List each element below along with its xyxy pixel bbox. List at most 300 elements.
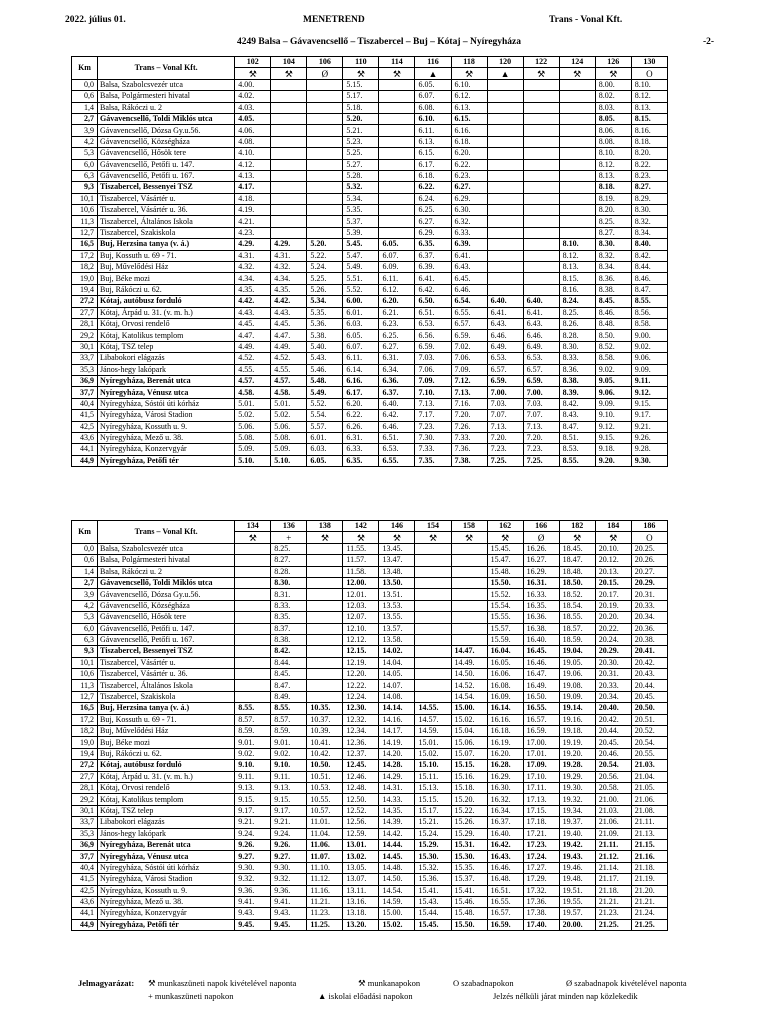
departure-time: 16.06. [487, 669, 523, 680]
departure-time: 6.22. [415, 182, 451, 193]
stop-km: 44,9 [72, 455, 98, 466]
departure-time: 5.02. [271, 410, 307, 421]
stop-km: 3,9 [72, 589, 98, 600]
departure-time: 9.02. [271, 748, 307, 759]
departure-time [307, 113, 343, 124]
departure-time: 9.45. [271, 919, 307, 930]
departure-time [415, 634, 451, 645]
departure-time: 8.55. [271, 703, 307, 714]
departure-time: 11.57. [343, 555, 379, 566]
departure-time [559, 216, 595, 227]
run-number: 138 [307, 521, 343, 532]
departure-time: 5.02. [235, 410, 271, 421]
departure-time: 14.19. [379, 737, 415, 748]
departure-time [451, 577, 487, 588]
departure-time [307, 612, 343, 623]
legend-item: O szabadnapokon [453, 978, 514, 988]
departure-time: 6.59. [415, 341, 451, 352]
departure-time [559, 227, 595, 238]
departure-time: 6.05. [379, 239, 415, 250]
departure-time: 15.18. [451, 782, 487, 793]
legend-item: ⚒ munkanapokon [358, 978, 421, 988]
departure-time: 4.47. [235, 330, 271, 341]
departure-time: 21.21. [631, 896, 667, 907]
departure-time [487, 125, 523, 136]
table-row [72, 839, 668, 850]
departure-time [523, 273, 559, 284]
departure-time: 15.30. [451, 851, 487, 862]
departure-time: 8.58. [595, 353, 631, 364]
departure-time: 8.18. [631, 136, 667, 147]
header-operator: Trans - Vonal Kft. [549, 15, 623, 25]
departure-time: 17.00. [523, 737, 559, 748]
departure-time: 9.21. [631, 421, 667, 432]
departure-time: 8.30. [631, 205, 667, 216]
stop-name: Buj, Rákóczi u. 62. [98, 284, 235, 295]
stop-km: 36,9 [72, 375, 98, 386]
departure-time: 6.40. [487, 296, 523, 307]
departure-time [523, 227, 559, 238]
departure-time: 7.16. [451, 398, 487, 409]
departure-time: 13.16. [343, 896, 379, 907]
departure-time: 8.25. [559, 307, 595, 318]
stop-name: Buj, Rákóczi u. 62. [98, 748, 235, 759]
departure-time: 14.49. [451, 657, 487, 668]
departure-time: 8.55. [631, 296, 667, 307]
departure-time: 7.02. [451, 341, 487, 352]
departure-time: 9.43. [271, 908, 307, 919]
stop-km: 29,2 [72, 330, 98, 341]
stop-km: 40,4 [72, 398, 98, 409]
departure-time: 6.22. [343, 410, 379, 421]
run-symbol: ⚒ [451, 532, 487, 543]
stop-name: Tiszabercel, Vásártér u. [98, 193, 235, 204]
departure-time [307, 170, 343, 181]
departure-time: 6.46. [451, 284, 487, 295]
header-title: MENETREND [303, 15, 365, 25]
departure-time: 11.21. [307, 896, 343, 907]
departure-time: 15.02. [451, 714, 487, 725]
departure-time [235, 577, 271, 588]
departure-time: 6.56. [415, 330, 451, 341]
departure-time: 20.20. [595, 612, 631, 623]
stop-km: 41,5 [72, 410, 98, 421]
departure-time: 6.59. [523, 375, 559, 386]
departure-time: 4.12. [235, 159, 271, 170]
departure-time: 8.45. [595, 296, 631, 307]
departure-time: 15.54. [487, 600, 523, 611]
departure-time: 18.50. [559, 577, 595, 588]
departure-time: 14.50. [451, 669, 487, 680]
departure-time: 20.55. [631, 748, 667, 759]
departure-time: 16.34. [487, 805, 523, 816]
departure-time: 6.31. [379, 353, 415, 364]
stop-name: Nyíregyháza, Sóstói úti kórház [98, 398, 235, 409]
stop-name: Nyíregyháza, Mező u. 38. [98, 432, 235, 443]
departure-time: 16.19. [487, 737, 523, 748]
stop-name: Tiszabercel, Bessenyei TSZ [98, 182, 235, 193]
departure-time: 14.47. [451, 646, 487, 657]
stop-km: 10,1 [72, 657, 98, 668]
departure-time: 19.51. [559, 885, 595, 896]
departure-time: 14.39. [379, 817, 415, 828]
stop-km: 10,1 [72, 193, 98, 204]
departure-time: 16.50. [523, 691, 559, 702]
departure-time: 8.33. [271, 600, 307, 611]
departure-time: 17.01. [523, 748, 559, 759]
departure-time: 14.55. [415, 703, 451, 714]
departure-time: 14.59. [379, 896, 415, 907]
departure-time: 4.29. [235, 239, 271, 250]
departure-time: 21.03. [631, 760, 667, 771]
departure-time: 9.24. [235, 828, 271, 839]
table-row [72, 703, 668, 714]
departure-time: 7.20. [451, 410, 487, 421]
stop-km: 37,7 [72, 387, 98, 398]
departure-time: 8.42. [631, 250, 667, 261]
departure-time [451, 634, 487, 645]
departure-time: 4.35. [271, 284, 307, 295]
legend-item: Ø szabadnapok kivételével naponta [566, 978, 687, 988]
departure-time: 8.13. [559, 262, 595, 273]
departure-time: 5.52. [307, 398, 343, 409]
departure-time: 7.03. [415, 353, 451, 364]
stop-km: 19,0 [72, 273, 98, 284]
departure-time: 12.24. [343, 691, 379, 702]
stop-name: Balsa, Szabolcsvezér utca [98, 79, 235, 90]
departure-time: 9.17. [235, 805, 271, 816]
departure-time: 15.06. [451, 737, 487, 748]
departure-time [235, 669, 271, 680]
stop-name: Gávavencsellő, Toldi Miklós utca [98, 577, 235, 588]
departure-time: 17.27. [523, 862, 559, 873]
departure-time [451, 600, 487, 611]
departure-time: 8.30. [559, 341, 595, 352]
departure-time: 8.02. [595, 91, 631, 102]
table-row [72, 216, 668, 227]
departure-time: 7.13. [523, 421, 559, 432]
departure-time: 13.20. [343, 919, 379, 930]
departure-time: 8.39. [559, 387, 595, 398]
departure-time: 21.05. [631, 782, 667, 793]
stop-name: Balsa, Rákóczi u. 2 [98, 102, 235, 113]
departure-time: 19.34. [559, 805, 595, 816]
departure-time [559, 148, 595, 159]
departure-time: 16.18. [487, 726, 523, 737]
departure-time: 8.22. [631, 159, 667, 170]
departure-time: 11.16. [307, 885, 343, 896]
departure-time: 21.18. [595, 885, 631, 896]
departure-time: 10.55. [307, 794, 343, 805]
departure-time: 9.45. [235, 919, 271, 930]
stop-name: Balsa, Polgármesteri hivatal [98, 555, 235, 566]
departure-time [559, 193, 595, 204]
departure-time: 7.36. [451, 444, 487, 455]
departure-time: 15.29. [415, 839, 451, 850]
stop-km: 6,3 [72, 170, 98, 181]
departure-time: 7.33. [415, 444, 451, 455]
stop-name: Kótaj, Árpád u. 31. (v. m. h.) [98, 307, 235, 318]
departure-time: 6.09. [379, 262, 415, 273]
page-number: -2- [703, 37, 715, 47]
departure-time: 16.09. [487, 691, 523, 702]
departure-time: 6.53. [379, 444, 415, 455]
departure-time: 7.38. [451, 455, 487, 466]
departure-time: 5.23. [343, 136, 379, 147]
stop-name: Gávavencsellő, Hősök tere [98, 148, 235, 159]
table-row [72, 273, 668, 284]
departure-time: 7.33. [451, 432, 487, 443]
departure-time: 16.31. [523, 577, 559, 588]
departure-time: 16.43. [487, 851, 523, 862]
departure-time: 6.45. [451, 273, 487, 284]
departure-time: 15.30. [415, 851, 451, 862]
departure-time: 4.00. [235, 79, 271, 90]
departure-time: 7.10. [415, 387, 451, 398]
table-row [72, 566, 668, 577]
departure-time: 9.15. [631, 398, 667, 409]
departure-time: 14.48. [379, 862, 415, 873]
departure-time: 6.12. [451, 91, 487, 102]
table-row [72, 862, 668, 873]
departure-time: 9.28. [631, 444, 667, 455]
stop-km: 18,2 [72, 262, 98, 273]
departure-time: 8.10. [595, 148, 631, 159]
departure-time [307, 669, 343, 680]
departure-time: 12.15. [343, 646, 379, 657]
departure-time: 8.28. [271, 566, 307, 577]
stop-km: 43,6 [72, 432, 98, 443]
departure-time: 12.59. [343, 828, 379, 839]
stop-km: 11,3 [72, 216, 98, 227]
table-row [72, 455, 668, 466]
departure-time: 15.00. [451, 703, 487, 714]
table-row [72, 136, 668, 147]
run-number: 166 [523, 521, 559, 532]
departure-time: 6.43. [451, 262, 487, 273]
departure-time: 4.02. [235, 91, 271, 102]
departure-time: 10.42. [307, 748, 343, 759]
departure-time: 8.30. [271, 577, 307, 588]
departure-time [487, 136, 523, 147]
departure-time: 7.25. [487, 455, 523, 466]
operator-header: Trans – Vonal Kft. [98, 57, 235, 80]
departure-time [379, 227, 415, 238]
run-symbol: ⚒ [235, 532, 271, 543]
departure-time [235, 657, 271, 668]
departure-time: 7.00. [487, 387, 523, 398]
departure-time: 6.55. [451, 307, 487, 318]
table-row [72, 91, 668, 102]
departure-time: 8.36. [559, 364, 595, 375]
departure-time: 6.53. [523, 353, 559, 364]
departure-time: 15.20. [451, 794, 487, 805]
table-row [72, 919, 668, 930]
departure-time: 9.36. [271, 885, 307, 896]
departure-time: 16.29. [487, 771, 523, 782]
departure-time: 10.57. [307, 805, 343, 816]
departure-time: 9.26. [631, 432, 667, 443]
departure-time: 5.09. [271, 444, 307, 455]
departure-time: 6.30. [451, 205, 487, 216]
departure-time: 9.26. [271, 839, 307, 850]
departure-time: 5.45. [343, 239, 379, 250]
stop-km: 4,2 [72, 136, 98, 147]
departure-time: 12.50. [343, 794, 379, 805]
departure-time: 6.59. [487, 375, 523, 386]
departure-time: 12.07. [343, 612, 379, 623]
departure-time: 16.38. [523, 623, 559, 634]
table-row [72, 680, 668, 691]
departure-time: 8.38. [271, 634, 307, 645]
departure-time: 6.05. [343, 330, 379, 341]
departure-time [487, 170, 523, 181]
departure-time: 5.54. [307, 410, 343, 421]
run-number: 106 [307, 57, 343, 68]
departure-time: 19.08. [559, 680, 595, 691]
departure-time: 17.24. [523, 851, 559, 862]
departure-time: 6.25. [379, 330, 415, 341]
departure-time: 15.16. [451, 771, 487, 782]
stop-name: Kótaj, Orvosi rendelő [98, 318, 235, 329]
departure-time: 8.44. [271, 657, 307, 668]
departure-time: 5.32. [343, 182, 379, 193]
stop-km: 42,5 [72, 885, 98, 896]
departure-time: 13.01. [343, 839, 379, 850]
departure-time: 20.25. [631, 543, 667, 554]
departure-time: 21.25. [595, 919, 631, 930]
departure-time [415, 555, 451, 566]
departure-time: 16.40. [523, 634, 559, 645]
departure-time: 18.54. [559, 600, 595, 611]
departure-time: 9.05. [595, 375, 631, 386]
departure-time: 14.45. [379, 851, 415, 862]
stop-name: Nyíregyháza, Sóstói úti kórház [98, 862, 235, 873]
departure-time: 9.24. [271, 828, 307, 839]
departure-time: 19.40. [559, 828, 595, 839]
departure-time [559, 182, 595, 193]
departure-time: 13.57. [379, 623, 415, 634]
departure-time: 21.06. [631, 794, 667, 805]
stop-km: 41,5 [72, 874, 98, 885]
departure-time: 15.52. [487, 589, 523, 600]
table-row [72, 170, 668, 181]
departure-time: 6.10. [451, 79, 487, 90]
departure-time: 20.43. [631, 669, 667, 680]
departure-time: 5.38. [307, 330, 343, 341]
departure-time [235, 646, 271, 657]
departure-time: 16.20. [487, 748, 523, 759]
departure-time: 15.21. [415, 817, 451, 828]
stop-name: Libabokori elágazás [98, 353, 235, 364]
departure-time: 6.57. [523, 364, 559, 375]
stop-name: Tiszabercel, Szakiskola [98, 227, 235, 238]
departure-time: 12.10. [343, 623, 379, 634]
run-symbol: Ø [307, 68, 343, 79]
run-number: 116 [415, 57, 451, 68]
stop-name: Gávavencsellő, Petőfi u. 167. [98, 170, 235, 181]
departure-time: 4.05. [235, 113, 271, 124]
departure-time [487, 148, 523, 159]
departure-time [559, 159, 595, 170]
stop-name: Nyíregyháza, Konzervgyár [98, 908, 235, 919]
departure-time [523, 159, 559, 170]
legend-title: Jelmagyarázat: [78, 978, 135, 988]
departure-time: 9.13. [235, 782, 271, 793]
stop-km: 16,5 [72, 239, 98, 250]
departure-time: 15.50. [487, 577, 523, 588]
departure-time: 8.48. [595, 318, 631, 329]
departure-time: 6.03. [307, 444, 343, 455]
departure-time: 15.37. [451, 874, 487, 885]
departure-time: 19.30. [559, 782, 595, 793]
departure-time [235, 600, 271, 611]
departure-time: 16.28. [487, 760, 523, 771]
run-number: 134 [235, 521, 271, 532]
departure-time: 14.57. [415, 714, 451, 725]
departure-time: 4.35. [235, 284, 271, 295]
departure-time: 8.20. [595, 205, 631, 216]
departure-time: 8.34. [595, 262, 631, 273]
departure-time: 9.02. [631, 341, 667, 352]
stop-name: Balsa, Polgármesteri hivatal [98, 91, 235, 102]
departure-time: 6.41. [487, 307, 523, 318]
departure-time: 8.52. [595, 341, 631, 352]
stop-km: 6,0 [72, 159, 98, 170]
departure-time: 12.12. [343, 634, 379, 645]
departure-time [451, 623, 487, 634]
departure-time: 21.15. [631, 839, 667, 850]
run-number: 146 [379, 521, 415, 532]
departure-time: 7.07. [487, 410, 523, 421]
departure-time: 8.46. [631, 273, 667, 284]
departure-time [523, 205, 559, 216]
departure-time: 9.02. [595, 364, 631, 375]
stop-name: Nyíregyháza, Berenát utca [98, 375, 235, 386]
departure-time: 7.07. [523, 410, 559, 421]
departure-time: 5.20. [307, 239, 343, 250]
departure-time: 17.09. [523, 760, 559, 771]
departure-time: 6.53. [415, 318, 451, 329]
stop-name: Nyíregyháza, Konzervgyár [98, 444, 235, 455]
departure-time: 7.09. [415, 375, 451, 386]
departure-time: 6.33. [451, 227, 487, 238]
departure-time: 5.15. [343, 79, 379, 90]
departure-time: 8.47. [559, 421, 595, 432]
departure-time: 4.43. [271, 307, 307, 318]
stop-km: 36,9 [72, 839, 98, 850]
departure-time: 15.29. [451, 828, 487, 839]
departure-time [523, 79, 559, 90]
table-row [72, 364, 668, 375]
departure-time: 16.57. [487, 908, 523, 919]
table-row [72, 239, 668, 250]
stop-name: Tiszabercel, Általános Iskola [98, 216, 235, 227]
departure-time: 5.34. [307, 296, 343, 307]
departure-time: 20.26. [631, 555, 667, 566]
departure-time: 4.32. [271, 262, 307, 273]
departure-time: 6.07. [415, 91, 451, 102]
departure-time: 12.30. [343, 703, 379, 714]
table-row [72, 874, 668, 885]
stop-km: 18,2 [72, 726, 98, 737]
stop-name: Gávavencsellő, Toldi Miklós utca [98, 113, 235, 124]
run-number: 136 [271, 521, 307, 532]
departure-time: 5.35. [343, 205, 379, 216]
departure-time: 17.18. [523, 817, 559, 828]
stop-name: Nyíregyháza, Vénusz utca [98, 851, 235, 862]
departure-time: 5.10. [271, 455, 307, 466]
